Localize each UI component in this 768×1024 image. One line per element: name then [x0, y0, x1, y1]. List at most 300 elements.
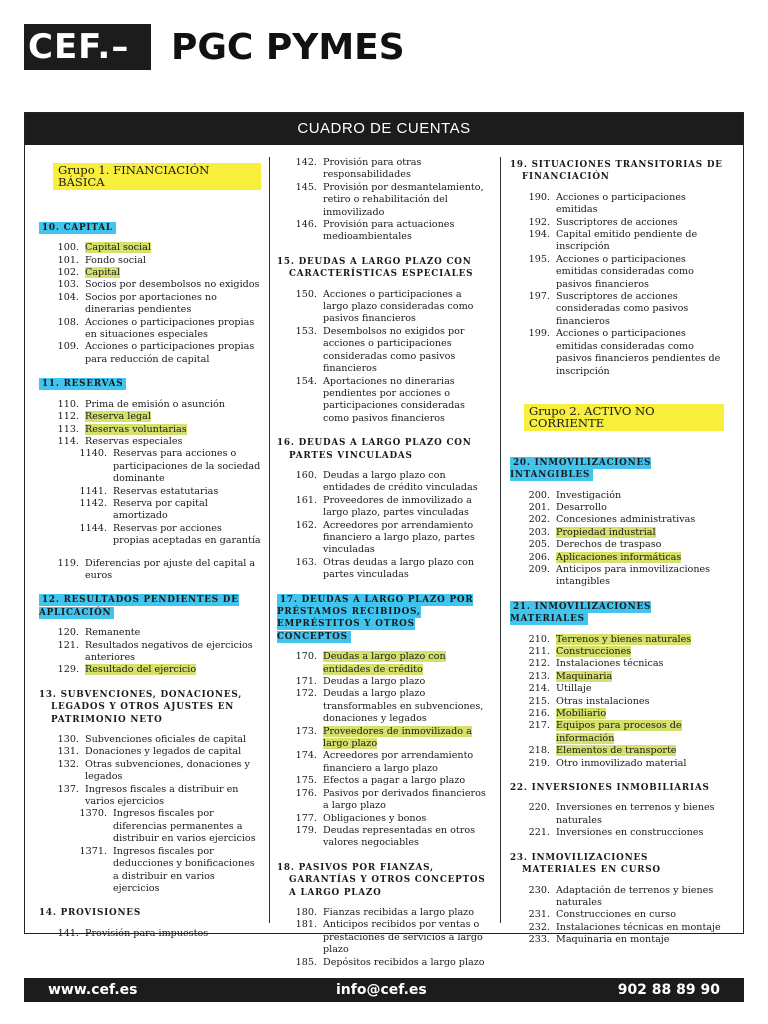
account-name — [550, 683, 724, 695]
account-number: 104. — [57, 291, 79, 303]
account-row — [277, 825, 489, 850]
account-name — [550, 514, 724, 526]
column-divider — [500, 157, 501, 923]
account-name — [550, 217, 724, 229]
account-name — [550, 671, 724, 683]
account-name — [317, 919, 489, 956]
cef-logo: CEF.– — [24, 24, 151, 70]
account-name-label: Prima de emisión o asunción — [85, 398, 225, 410]
account-row — [39, 267, 261, 279]
account-number: 181. — [295, 919, 317, 931]
account-number: 212. — [528, 658, 550, 670]
account-number: 100. — [57, 242, 79, 254]
account-row — [39, 317, 261, 342]
account-name — [550, 827, 724, 839]
account-row — [510, 758, 724, 770]
account-row — [510, 683, 724, 695]
account-row — [510, 827, 724, 839]
header — [24, 24, 405, 70]
account-name — [550, 745, 724, 757]
account-name — [550, 934, 724, 946]
account-name — [550, 192, 724, 217]
account-name — [550, 708, 724, 720]
account-name — [107, 808, 261, 845]
account-name-label: Anticipos recibidos por ventas o prestaciones de servicios a largo plazo — [323, 919, 483, 956]
account-row — [39, 448, 261, 485]
account-number: 154. — [295, 375, 317, 387]
section-heading — [39, 378, 261, 390]
account-number: 192. — [528, 216, 550, 228]
account-name-label: Investigación — [556, 489, 622, 501]
section-heading-label: 17. DEUDAS A LARGO PLAZO POR PRÉSTAMOS RECIBIDOS, EMPRÉSTITOS Y OTROS CONCEPTOS — [277, 594, 474, 642]
account-name — [107, 498, 261, 523]
account-number: 131. — [57, 746, 79, 758]
page-title: PGC PYMES — [171, 26, 405, 68]
account-name-label: Deudas a largo plazo con entidades de crédito — [323, 651, 446, 675]
account-number: 231. — [528, 909, 550, 921]
account-number: 201. — [528, 501, 550, 513]
account-number: 1371. — [79, 845, 107, 857]
account-name-label: Capital social — [85, 242, 151, 254]
section-heading — [277, 594, 489, 644]
account-name-label: Proveedores de inmovilizado a largo plazo, partes vinculadas — [323, 494, 472, 519]
account-name — [550, 696, 724, 708]
account-name — [550, 291, 724, 328]
account-name — [550, 539, 724, 551]
account-number: 113. — [57, 423, 79, 435]
account-name — [79, 640, 261, 665]
account-name-label: Reservas para acciones o participaciones de la sociedad dominante — [113, 448, 261, 485]
section-heading-label: 13. SUBVENCIONES, DONACIONES, LEGADOS Y OTROS AJUSTES EN PATRIMONIO NETO — [39, 689, 243, 725]
account-row — [510, 217, 724, 229]
account-name-label: Deudas a largo plazo con entidades de crédito vinculadas — [323, 469, 478, 494]
account-row — [510, 291, 724, 328]
account-row — [277, 651, 489, 676]
account-number: 129. — [57, 664, 79, 676]
section-heading-label: 21. INMOVILIZACIONES MATERIALES — [510, 601, 652, 625]
account-number: 114. — [57, 435, 79, 447]
account-row — [39, 808, 261, 845]
account-number: 232. — [528, 921, 550, 933]
section-heading — [277, 862, 489, 899]
account-name — [107, 448, 261, 485]
account-name-label: Resultados negativos de ejercicios anteriores — [85, 639, 253, 663]
account-name-label: Desembolsos no exigidos por acciones o participaciones consideradas como pasivos financieros — [323, 325, 465, 375]
account-number: 108. — [57, 316, 79, 328]
account-name-label: Elementos de transporte — [556, 745, 677, 757]
section-heading-label: 20. INMOVILIZACIONES INTANGIBLES — [510, 457, 652, 481]
account-name — [550, 922, 724, 934]
account-name-label: Resultado del ejercicio — [85, 664, 197, 676]
section-heading — [39, 222, 261, 234]
account-number: 1370. — [79, 808, 107, 820]
account-name-label: Otras deudas a largo plazo con partes vinculadas — [323, 556, 475, 581]
account-number: 146. — [295, 219, 317, 231]
account-row — [39, 523, 261, 548]
account-name — [79, 292, 261, 317]
section-heading-label: 19. SITUACIONES TRANSITORIAS DE FINANCIACIÓN — [510, 160, 723, 183]
account-name — [79, 341, 261, 366]
account-number: 179. — [295, 824, 317, 836]
account-row — [277, 557, 489, 582]
account-number: 141. — [57, 927, 79, 939]
account-number: 210. — [528, 633, 550, 645]
account-row — [510, 658, 724, 670]
account-name — [317, 957, 489, 969]
account-row — [277, 726, 489, 751]
section-heading — [39, 689, 261, 726]
account-name-label: Derechos de traspaso — [556, 539, 662, 551]
account-name-label: Reservas voluntarias — [85, 423, 187, 435]
account-name — [317, 182, 489, 219]
account-number: 194. — [528, 229, 550, 241]
account-number: 162. — [295, 519, 317, 531]
account-name — [317, 289, 489, 326]
account-name-label: Reserva legal — [85, 411, 151, 423]
account-number: 218. — [528, 745, 550, 757]
account-row — [510, 328, 724, 378]
account-row — [39, 928, 261, 940]
section-heading-label: 10. CAPITAL — [39, 222, 116, 234]
account-row — [39, 846, 261, 896]
account-name — [550, 909, 724, 921]
account-row — [510, 539, 724, 551]
account-row — [510, 671, 724, 683]
account-name-label: Aportaciones no dinerarias pendientes por acciones o participaciones consideradas como pasivos financieros — [323, 375, 465, 424]
account-name — [317, 326, 489, 376]
account-name-label: Reservas especiales — [85, 435, 183, 447]
account-name — [550, 885, 724, 910]
account-number: 161. — [295, 494, 317, 506]
account-number: 213. — [528, 670, 550, 682]
account-name — [317, 907, 489, 919]
account-row — [277, 676, 489, 688]
account-number: 177. — [295, 812, 317, 824]
account-number: 150. — [295, 288, 317, 300]
account-number: 160. — [295, 469, 317, 481]
account-name — [79, 759, 261, 784]
account-number: 185. — [295, 956, 317, 968]
account-number: 199. — [528, 328, 550, 340]
account-row — [39, 399, 261, 411]
account-name — [550, 758, 724, 770]
account-number: 132. — [57, 758, 79, 770]
account-number: 172. — [295, 688, 317, 700]
account-name — [317, 750, 489, 775]
account-row — [510, 229, 724, 254]
account-name — [550, 254, 724, 291]
account-name — [79, 558, 261, 583]
account-number: 145. — [295, 181, 317, 193]
account-row — [510, 708, 724, 720]
account-number: 206. — [528, 551, 550, 563]
account-name — [317, 520, 489, 557]
account-name-label: Concesiones administrativas — [556, 514, 696, 526]
account-name — [317, 219, 489, 244]
account-name-label: Provisión para actuaciones medioambientales — [323, 219, 455, 243]
account-name — [79, 627, 261, 639]
section-heading — [510, 601, 724, 626]
account-number: 142. — [295, 157, 317, 168]
account-number: 170. — [295, 651, 317, 663]
account-row — [277, 957, 489, 969]
section-heading-label: 12. RESULTADOS PENDIENTES DE APLICACIÓN — [39, 595, 239, 618]
account-name — [317, 726, 489, 751]
account-name-label: Capital — [85, 267, 120, 279]
account-name-label: Efectos a pagar a largo plazo — [323, 775, 466, 787]
account-name — [317, 813, 489, 825]
account-name — [79, 399, 261, 411]
account-row — [277, 182, 489, 219]
email-link[interactable]: info@cef.es — [336, 982, 427, 998]
account-name — [79, 746, 261, 758]
section-heading — [277, 437, 489, 462]
account-row — [39, 341, 261, 366]
account-number: 1142. — [79, 497, 107, 509]
account-row — [510, 564, 724, 589]
accounts-table — [24, 112, 744, 968]
account-name — [79, 411, 261, 423]
account-name — [107, 523, 261, 548]
account-number: 112. — [57, 411, 79, 423]
group-heading: Grupo 2. ACTIVO NO CORRIENTE — [524, 404, 724, 431]
account-name-label: Remanente — [85, 627, 141, 639]
account-name — [79, 734, 261, 746]
section-heading-label: 16. DEUDAS A LARGO PLAZO CON PARTES VINCULADAS — [277, 438, 472, 461]
account-name-label: Acreedores por arrendamiento financiero a largo plazo — [323, 750, 474, 774]
account-name-label: Fondo social — [85, 254, 146, 266]
account-number: 173. — [295, 725, 317, 737]
account-number: 121. — [57, 639, 79, 651]
account-row — [277, 688, 489, 725]
account-row — [510, 934, 724, 946]
account-name-label: Diferencias por ajuste del capital a euros — [85, 557, 256, 581]
account-name-label: Otras subvenciones, donaciones y legados — [85, 758, 250, 783]
account-name-label: Deudas a largo plazo transformables en subvenciones, donaciones y legados — [323, 688, 484, 725]
account-name — [79, 279, 261, 291]
account-row — [277, 157, 489, 182]
account-name-label: Otras instalaciones — [556, 695, 650, 707]
account-number: 209. — [528, 563, 550, 575]
account-row — [277, 919, 489, 956]
account-name-label: Propiedad industrial — [556, 526, 656, 538]
account-name — [317, 825, 489, 850]
account-row — [510, 885, 724, 910]
account-number: 109. — [57, 341, 79, 353]
account-name-label: Construcciones en curso — [556, 909, 677, 921]
account-name-label: Proveedores de inmovilizado a largo plazo — [323, 725, 472, 750]
account-name — [79, 784, 261, 809]
account-name — [317, 788, 489, 813]
account-name-label: Adaptación de terrenos y bienes naturales — [556, 884, 714, 908]
account-number: 190. — [528, 191, 550, 203]
account-name-label: Instalaciones técnicas — [556, 658, 664, 670]
account-name — [550, 502, 724, 514]
account-name — [79, 242, 261, 254]
account-row — [277, 775, 489, 787]
account-name-label: Deudas representadas en otros valores negociables — [323, 824, 476, 849]
column-3 — [510, 157, 724, 946]
account-name-label: Ingresos fiscales por diferencias permanentes a distribuir en varios ejercicios — [113, 808, 256, 845]
account-name-label: Socios por aportaciones no dinerarias pendientes — [85, 291, 217, 316]
account-number: 200. — [528, 489, 550, 501]
account-row — [277, 520, 489, 557]
account-number: 171. — [295, 676, 317, 688]
account-number: 180. — [295, 906, 317, 918]
account-name-label: Acciones o participaciones propias en situaciones especiales — [85, 316, 255, 341]
account-number: 102. — [57, 267, 79, 279]
account-row — [510, 192, 724, 217]
account-row — [510, 696, 724, 708]
account-name — [317, 676, 489, 688]
account-row — [277, 326, 489, 376]
column-1 — [39, 157, 261, 939]
account-row — [510, 720, 724, 745]
account-number: 203. — [528, 526, 550, 538]
section-heading-label: 23. INMOVILIZACIONES MATERIALES EN CURSO — [510, 852, 661, 876]
account-name-label: Acciones o participaciones emitidas — [556, 191, 686, 216]
section-heading — [39, 594, 261, 619]
footer — [24, 978, 744, 1002]
account-name-label: Instalaciones técnicas en montaje — [556, 921, 721, 933]
account-number: 202. — [528, 514, 550, 526]
table-title: CUADRO DE CUENTAS — [25, 113, 743, 145]
account-name — [317, 688, 489, 725]
account-number: 197. — [528, 291, 550, 303]
account-name — [550, 720, 724, 745]
account-name — [550, 490, 724, 502]
section-heading-label: 14. PROVISIONES — [39, 908, 141, 919]
account-row — [277, 750, 489, 775]
account-name-label: Deudas a largo plazo — [323, 676, 426, 688]
website-link[interactable]: www.cef.es — [48, 982, 138, 998]
section-heading — [510, 782, 724, 794]
account-name-label: Acciones o participaciones emitidas consideradas como pasivos financieros — [556, 253, 694, 290]
account-name-label: Utillaje — [556, 683, 592, 695]
account-name-label: Acciones o participaciones emitidas consideradas como pasivos financieros pendientes de inscripción — [556, 328, 721, 377]
account-name-label: Desarrollo — [556, 501, 607, 513]
account-name-label: Inversiones en construcciones — [556, 827, 704, 839]
account-row — [510, 490, 724, 502]
account-name — [550, 802, 724, 827]
account-row — [39, 664, 261, 676]
account-name — [550, 564, 724, 589]
section-heading-label: 15. DEUDAS A LARGO PLAZO CON CARACTERÍSTICAS ESPECIALES — [277, 256, 474, 280]
account-name — [550, 658, 724, 670]
account-name-label: Pasivos por derivados financieros a largo plazo — [323, 787, 486, 812]
account-number: 176. — [295, 787, 317, 799]
account-name-label: Acciones o participaciones propias para reducción de capital — [85, 341, 255, 365]
section-heading — [39, 907, 261, 919]
account-number: 205. — [528, 539, 550, 551]
account-number: 230. — [528, 884, 550, 896]
account-number: 153. — [295, 325, 317, 337]
column-divider — [269, 157, 270, 923]
account-row — [277, 788, 489, 813]
account-name-label: Reservas por acciones propias aceptadas en garantía — [113, 522, 261, 547]
account-name — [79, 928, 261, 940]
account-name-label: Ingresos fiscales por deducciones y bonificaciones a distribuir en varios ejercicios — [113, 845, 255, 894]
account-row — [510, 909, 724, 921]
account-number: 101. — [57, 254, 79, 266]
account-name — [550, 634, 724, 646]
account-row — [39, 292, 261, 317]
account-number: 175. — [295, 775, 317, 787]
account-number: 110. — [57, 398, 79, 410]
account-name-label: Acciones o participaciones a largo plazo consideradas como pasivos financieros — [323, 288, 474, 325]
account-name-label: Acreedores por arrendamiento financiero a largo plazo, partes vinculadas — [323, 519, 475, 556]
account-name-label: Capital emitido pendiente de inscripción — [556, 229, 698, 253]
account-name — [550, 527, 724, 539]
account-name — [550, 552, 724, 564]
account-name-label: Reserva por capital amortizado — [113, 497, 208, 522]
account-row — [510, 552, 724, 564]
account-row — [39, 486, 261, 498]
account-name — [317, 157, 489, 182]
account-row — [277, 813, 489, 825]
account-name-label: Maquinaria — [556, 670, 613, 682]
account-number: 215. — [528, 695, 550, 707]
section-heading — [277, 256, 489, 281]
account-row — [277, 289, 489, 326]
account-number: 221. — [528, 827, 550, 839]
group-heading: Grupo 1. FINANCIACIÓN BÁSICA — [53, 163, 261, 190]
account-name-label: Otro inmovilizado material — [556, 757, 687, 769]
account-row — [39, 784, 261, 809]
account-number: 211. — [528, 646, 550, 657]
account-number: 137. — [57, 783, 79, 795]
account-number: 1140. — [79, 448, 107, 460]
column-2 — [277, 157, 489, 968]
account-number: 233. — [528, 934, 550, 946]
section-heading — [510, 457, 724, 482]
account-number: 163. — [295, 556, 317, 568]
account-name — [79, 436, 261, 448]
account-number: 1141. — [79, 485, 107, 497]
account-number: 120. — [57, 627, 79, 639]
account-row — [510, 502, 724, 514]
account-name — [79, 664, 261, 676]
account-name-label: Construcciones — [556, 646, 632, 657]
account-row — [39, 436, 261, 448]
section-heading — [510, 159, 724, 184]
account-name-label: Provisión por desmantelamiento, retiro o rehabilitación del inmovilizado — [323, 181, 484, 218]
account-row — [39, 498, 261, 523]
account-name-label: Provisión para otras responsabilidades — [323, 157, 422, 181]
account-name-label: Donaciones y legados de capital — [85, 746, 242, 758]
account-row — [277, 907, 489, 919]
account-row — [39, 558, 261, 583]
account-name — [79, 317, 261, 342]
account-name-label: Reservas estatutarias — [113, 485, 219, 497]
section-heading-label: 18. PASIVOS POR FIANZAS, GARANTÍAS Y OTROS CONCEPTOS A LARGO PLAZO — [277, 862, 486, 898]
account-name-label: Maquinaria en montaje — [556, 934, 670, 946]
section-heading-label: 22. INVERSIONES INMOBILIARIAS — [510, 783, 710, 794]
account-row — [277, 376, 489, 426]
account-name-label: Subvenciones oficiales de capital — [85, 734, 247, 746]
account-row — [39, 424, 261, 436]
account-row — [39, 627, 261, 639]
account-number: 216. — [528, 708, 550, 720]
account-number: 217. — [528, 720, 550, 732]
account-number: 219. — [528, 757, 550, 769]
account-row — [510, 527, 724, 539]
account-number: 1144. — [79, 522, 107, 534]
account-name-label: Aplicaciones informáticas — [556, 551, 682, 563]
account-row — [510, 922, 724, 934]
account-row — [510, 745, 724, 757]
account-name — [317, 376, 489, 426]
